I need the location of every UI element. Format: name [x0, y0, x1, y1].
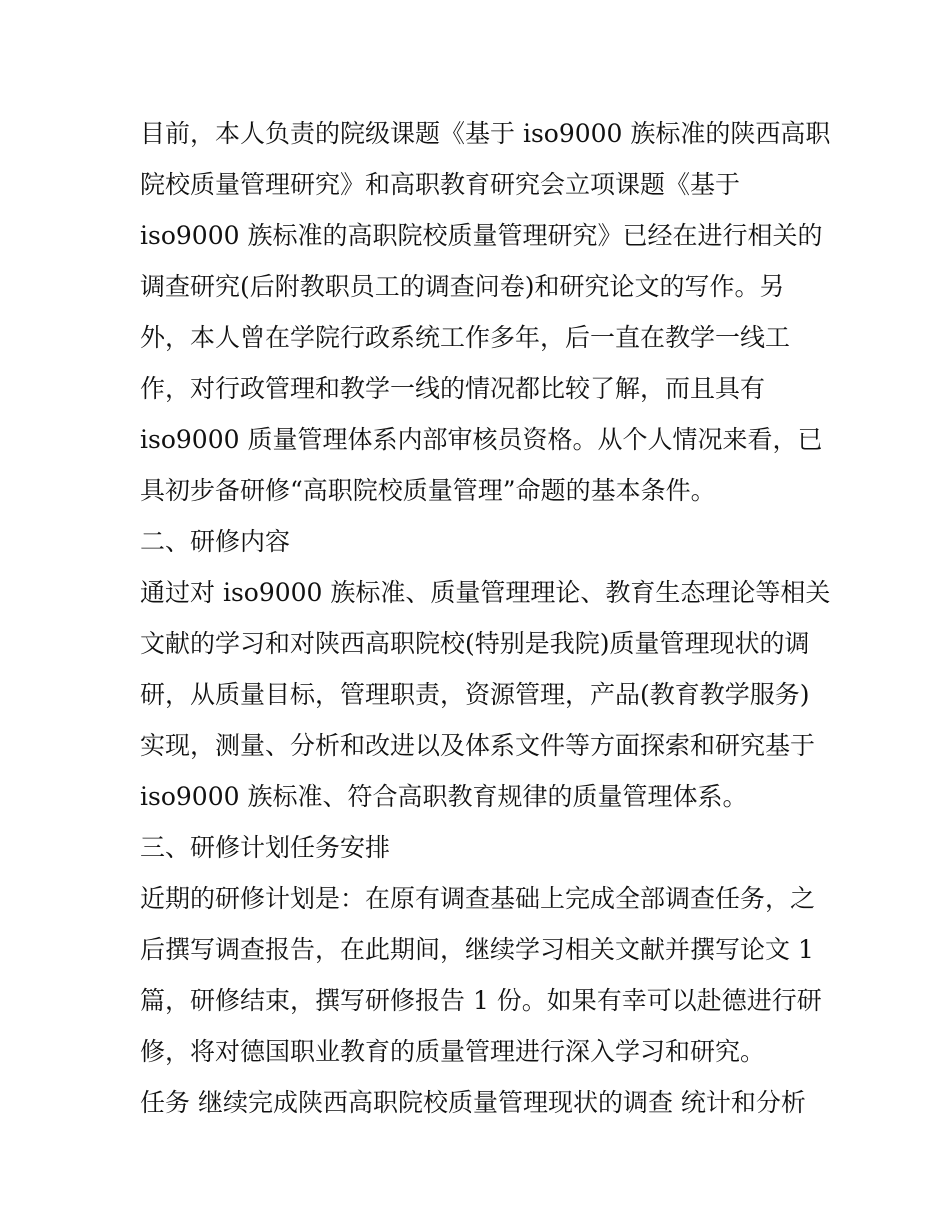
text-line: 文献的学习和对陕西高职院校(特别是我院)质量管理现状的调: [140, 629, 810, 658]
text-line: iso9000 族标准、符合高职教育规律的质量管理体系。: [140, 782, 748, 811]
text-line: 后撰写调查报告，在此期间，继续学习相关文献并撰写论文 1: [140, 935, 814, 964]
document-body: [140, 108, 831, 1128]
text-line: 通过对 iso9000 族标准、质量管理理论、教育生态理论等相关: [140, 578, 831, 607]
section-heading: 二、研修内容: [140, 527, 291, 556]
text-line: 外，本人曾在学院行政系统工作多年，后一直在教学一线工: [140, 323, 791, 352]
text-line: iso9000 质量管理体系内部审核员资格。从个人情况来看，已: [140, 425, 823, 454]
text-line: 实现，测量、分析和改进以及体系文件等方面探索和研究基于: [140, 731, 816, 760]
text-line: 研，从质量目标，管理职责，资源管理，产品(教育教学服务): [140, 680, 810, 709]
text-line: 任务 继续完成陕西高职院校质量管理现状的调查 统计和分析: [140, 1088, 806, 1117]
section-heading: 三、研修计划任务安排: [140, 833, 391, 862]
text-line: 修，将对德国职业教育的质量管理进行深入学习和研究。: [140, 1037, 766, 1066]
text-line: 作，对行政管理和教学一线的情况都比较了解，而且具有: [140, 374, 766, 403]
text-line: 篇，研修结束，撰写研修报告 1 份。如果有幸可以赴德进行研: [140, 986, 822, 1015]
text-line: iso9000 族标准的高职院校质量管理研究》已经在进行相关的: [140, 221, 823, 250]
text-line: 院校质量管理研究》和高职教育研究会立项课题《基于: [140, 170, 741, 199]
text-line: 调查研究(后附教职员工的调查问卷)和研究论文的写作。另: [140, 272, 785, 301]
text-line: 具初步备研修“高职院校质量管理”命题的基本条件。: [140, 476, 716, 505]
text-line: 目前，本人负责的院级课题《基于 iso9000 族标准的陕西高职: [140, 119, 831, 148]
text-line: 近期的研修计划是：在原有调查基础上完成全部调查任务，之: [140, 884, 816, 913]
